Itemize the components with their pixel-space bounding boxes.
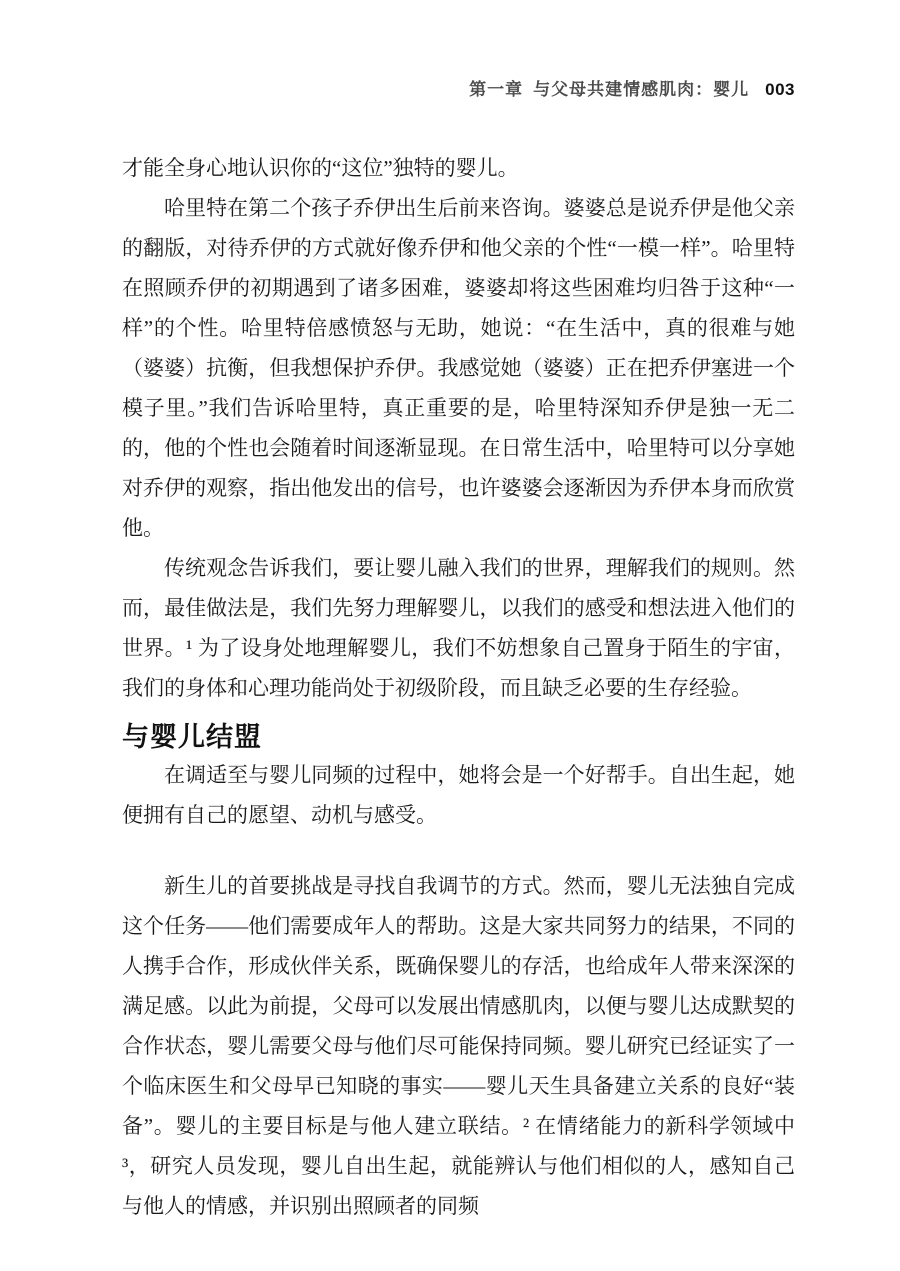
text-column bbox=[122, 148, 795, 1226]
page-number: 003 bbox=[765, 80, 795, 99]
paragraph-continuation: 才能全身心地认识你的“这位”独特的婴儿。 bbox=[122, 156, 519, 180]
chapter-label: 第一章 bbox=[469, 80, 524, 99]
paragraph-harriet-story: 哈里特在第二个孩子乔伊出生后前来咨询。婆婆总是说乔伊是他父亲的翻版，对待乔伊的方式就好像乔伊和他父亲的个性“一模一样”。哈里特在照顾乔伊的初期遇到了诸多困难，婆婆却将这些困难均归咎于这种“一样”的个性。哈里特倍感愤怒与无助，她说：“在生活中，真的很难与她（婆婆）抗衡，但我想保护乔伊。我感觉她（婆婆）正在把乔伊塞进一个模子里。”我们告诉哈里特，真正重要的是，哈里特深知乔伊是独一无二的，他的个性也会随着时间逐渐显现。在日常生活中，哈里特可以分享她对乔伊的观察，指出他发出的信号，也许婆婆会逐渐因为乔伊本身而欣赏他。 bbox=[122, 196, 795, 540]
running-header bbox=[469, 79, 795, 100]
section-heading-ally-with-baby: 与婴儿结盟 bbox=[122, 722, 262, 752]
paragraph-ally-intro: 在调适至与婴儿同频的过程中，她将会是一个好帮手。自出生起，她便拥有自己的愿望、动机与感受。 bbox=[122, 763, 795, 827]
chapter-title: 与父母共建情感肌肉：婴儿 bbox=[533, 80, 750, 99]
paragraph-tradition: 传统观念告诉我们，要让婴儿融入我们的世界，理解我们的规则。然而，最佳做法是，我们先努力理解婴儿，以我们的感受和想法进入他们的世界。¹ 为了设身处地理解婴儿，我们不妨想象自己置身于陌生的宇宙，我们的身体和心理功能尚处于初级阶段，而且缺乏必要的生存经验。 bbox=[122, 556, 795, 700]
paragraph-newborn-challenge: 新生儿的首要挑战是寻找自我调节的方式。然而，婴儿无法独自完成这个任务——他们需要成年人的帮助。这是大家共同努力的结果，不同的人携手合作，形成伙伴关系，既确保婴儿的存活，也给成年人带来深深的满足感。以此为前提，父母可以发展出情感肌肉，以便与婴儿达成默契的合作状态，婴儿需要父母与他们尽可能保持同频。婴儿研究已经证实了一个临床医生和父母早已知晓的事实——婴儿天生具备建立关系的良好“装备”。婴儿的主要目标是与他人建立联结。² 在情绪能力的新科学领域中 ³，研究人员发现，婴儿自出生起，就能辨认与他们相似的人，感知自己与他人的情感，并识别出照顾者的同频 bbox=[122, 874, 795, 1218]
